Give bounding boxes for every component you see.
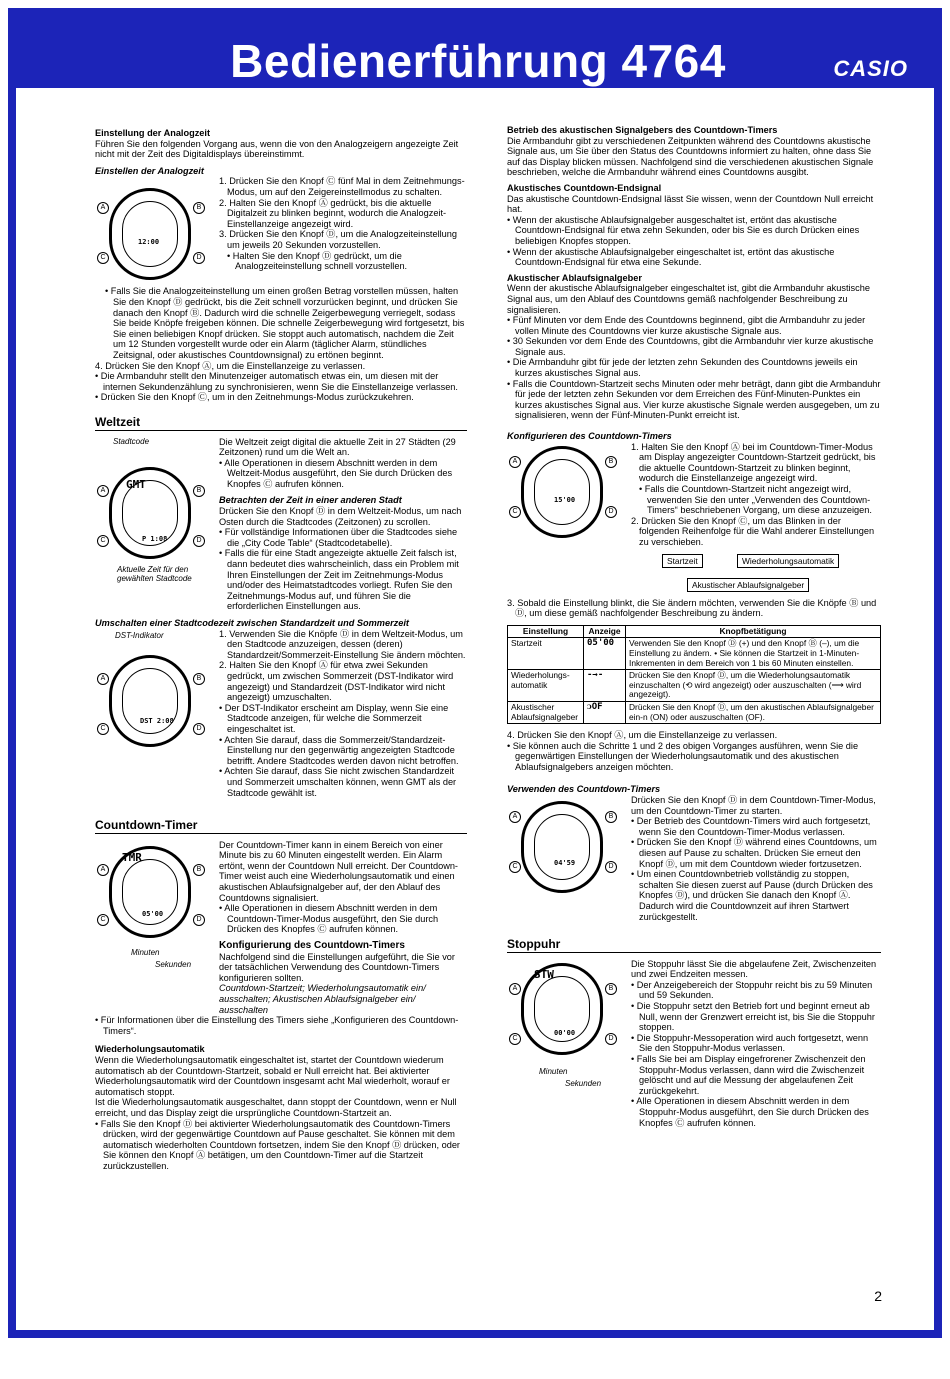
end-signal-heading: Akustisches Countdown-Endsignal — [507, 182, 662, 193]
repeat-heading: Wiederholungsautomatik — [95, 1044, 205, 1055]
world-time-heading: Weltzeit — [95, 417, 467, 431]
config-watch-figure — [507, 442, 625, 542]
button-a-label: A — [97, 864, 109, 876]
table-header-row — [508, 625, 881, 638]
dst-watch-figure — [95, 629, 213, 759]
city-code-caption: Stadtcode — [113, 436, 150, 446]
document-title: Bedienerführung 4764 — [230, 35, 726, 87]
seconds-caption: Sekunden — [155, 959, 192, 969]
config-step: 3. Sobald die Einstellung blinkt, die Sie ändern möchten, verwenden Sie die Knöpfe Ⓑ und Ⓓ, um diese gemäß nachfolgender Beschreibung zu ändern. — [507, 597, 877, 619]
right-column — [507, 120, 881, 1128]
dst-indicator-caption: DST-Indikator — [115, 630, 164, 640]
lcd-city: GMT — [126, 477, 146, 491]
use-figure-row — [507, 795, 881, 925]
button-c-label: C — [509, 1033, 521, 1045]
end-signal-text: Das akustische Countdown-Endsignal lässt Sie wissen, wenn der Countdown Null erreicht hat. — [507, 193, 874, 215]
timer-config-text: Nachfolgend sind die Einstellungen aufgeführt, die Sie vor der tatsächlichen Verwendung des Countdown-Timers konfigurieren sollten. — [219, 951, 455, 983]
world-paragraph: • Falls die für eine Stadt angezeigte aktuelle Zeit falsch ist, dann bedeutet dies wahrscheinlich, dass ein Problem mit Ihren Einstellungen der Zeit im Zeitnehmungs-Modus und/oder des Heimatstadtcodes vorliegt. Rufen Sie den Zeitnehmungs-Modus auf, und führen Sie die erforderlichen Einstellungen aus. — [219, 548, 459, 612]
table-header: Anzeige — [584, 625, 626, 638]
world-paragraph: Die Weltzeit zeigt digital die aktuelle Zeit in 27 Städten (29 Zeitzonen) rund um die Welt an. — [219, 436, 456, 458]
stopwatch-paragraph: • Der Anzeigebereich der Stoppuhr reicht bis zu 59 Minuten und 59 Sekunden. — [631, 979, 873, 1001]
button-a-label: A — [97, 485, 109, 497]
progress-text: • Die Armbanduhr gibt für jede der letzten zehn Sekunden des Countdowns jeweils ein kurzes akustisches Signal aus. — [507, 357, 858, 379]
table-cell: Wiederholungs-automatik — [508, 670, 584, 702]
stopwatch-paragraph: • Die Stoppuhr setzt den Betrieb fort und beginnt erneut ab Null, wenn der Grenzwert erreicht ist, bis Sie die Stoppuhr stoppen. — [631, 1001, 875, 1033]
timer-text — [219, 840, 467, 1016]
dst-paragraph: 1. Verwenden Sie die Knöpfe Ⓓ in dem Weltzeit-Modus, um den Stadtcode anzuzeigen, dessen (deren) Standardzeit/Sommerzeit-Einstellung Sie ändern möchten. — [219, 628, 466, 660]
repeat-paragraph: Ist die Wiederholungsautomatik ausgeschaltet, dann stoppt der Countdown, wenn er Null erreicht, und das Display zeigt die ursprüngliche Countdown-Startzeit an. — [95, 1097, 457, 1118]
button-d-label: D — [193, 723, 205, 735]
left-column — [95, 123, 467, 1172]
timer-config-heading: Konfigurierung des Countdown-Timers — [219, 940, 405, 952]
world-paragraph: • Alle Operationen in diesem Abschnitt werden in dem Weltzeit-Modus ausgeführt, den Sie durch Drücken des Knopfes Ⓒ aufrufen können. — [219, 457, 453, 489]
button-b-label: B — [605, 456, 617, 468]
use-paragraph: Drücken Sie den Knopf Ⓓ in dem Countdown-Timer-Modus, um den Countdown-Timer zu starten. — [631, 795, 876, 816]
analog-subheading: Einstellen der Analogzeit — [95, 165, 204, 176]
lcd-time: 05'00 — [142, 909, 164, 918]
analog-watch-figure — [95, 176, 213, 286]
config-after: 4. Drücken Sie den Knopf Ⓐ, um die Einstellanzeige zu verlassen. — [507, 730, 778, 741]
button-b-label: B — [605, 983, 617, 995]
config-step: • Falls die Countdown-Startzeit nicht angezeigt wird, verwenden Sie den unter „Verwenden des Countdown-Timers“ beschriebenen Vorgang, um diese anzuzeigen. — [639, 484, 872, 516]
dst-paragraph: 2. Halten Sie den Knopf Ⓐ für etwa zwei Sekunden gedrückt, um zwischen Sommerzeit (DST-Indikator wird angezeigt) und Standardzeit (DST-Indikator wird nicht angezeigt) umzuschalten. — [219, 660, 454, 703]
minutes-caption: Minuten — [539, 1066, 568, 1076]
button-a-label: A — [509, 811, 521, 823]
timer-figure-row — [95, 840, 467, 1016]
dst-subheading: Umschalten einer Stadtcodezeit zwischen Standardzeit und Sommerzeit — [95, 618, 409, 628]
button-c-label: C — [509, 861, 521, 873]
watch-icon — [521, 963, 603, 1055]
table-cell: Drücken Sie den Knopf Ⓓ, um den akustischen Ablaufsignalgeber ein-n (ON) oder auszuschalten (OF). — [626, 701, 881, 723]
lcd-mode: STW — [534, 967, 554, 981]
page-frame — [8, 8, 942, 1338]
table-cell: Startzeit — [508, 638, 584, 670]
analog-intro: Führen Sie den folgenden Vorgang aus, wenn die von den Analogzeigern angezeigte Zeit nicht mit der Zeit des Digitaldisplays übereinstimmt. — [95, 138, 459, 160]
button-b-label: B — [193, 202, 205, 214]
use-subheading: Verwenden des Countdown-Timers — [507, 784, 661, 795]
table-header: Einstellung — [508, 625, 584, 638]
dst-paragraph: • Der DST-Indikator erscheint am Display, wenn Sie eine Stadtcode anzeigen, für welche die Sommerzeit eingeschaltet ist. — [219, 702, 449, 734]
world-paragraph: • Für vollständige Informationen über die Stadtcodes siehe die „City Code Table“ (Stadtcodetabelle). — [219, 527, 458, 548]
config-subheading: Konfigurieren des Countdown-Timers — [507, 431, 672, 442]
current-time-caption: Aktuelle Zeit für den gewählten Stadtcode — [117, 564, 192, 583]
button-a-label: A — [509, 456, 521, 468]
timer-paragraph: Der Countdown-Timer kann in einem Bereich von einer Minute bis zu 60 Minuten eingestellt werden. Ein Alarm ertönt, wenn der Countdown Null erreicht. Der Countdown-Timer weist auch eine Wiederholungsautomatik und einen akustischen Ablaufsignalgeber auf, der den Ablauf des Countdowns signalisiert. — [219, 839, 458, 903]
lcd-dst: DST 2:08 — [140, 716, 174, 725]
analog-note: • Drücken Sie den Knopf Ⓒ, um in den Zeitnehmungs-Modus zurückzukehren. — [95, 392, 414, 403]
button-c-label: C — [97, 252, 109, 264]
repeat-paragraph: • Falls Sie den Knopf Ⓓ bei aktivierter Wiederholungsautomatik des Countdown-Timers drücken, wird der gegenwärtige Countdown auf Pause geschaltet. Sie können mit dem automatisch wiederholten Countdown fortsetzen, indem Sie den Knopf Ⓓ drücken, oder Sie können den Knopf Ⓐ betätigen, um den Countdown-Timer auf die Startzeit zurückzustellen. — [95, 1118, 460, 1171]
lcd-time: 15'00 — [554, 495, 576, 504]
button-c-label: C — [509, 506, 521, 518]
watch-icon — [109, 467, 191, 559]
use-watch-figure — [507, 795, 625, 925]
lcd-time: 04'59 — [554, 859, 576, 868]
repeat-paragraph: Wenn die Wiederholungsautomatik eingeschaltet ist, startet der Countdown wiederum automatisch ab der Countdown-Startzeit, sobald er Null erreicht hat. Bei aktivierter Wiederholungsautomatik wird der Countdown insgesamt acht Mal wiederholt, worauf er automatisch stoppt. — [95, 1054, 450, 1097]
use-paragraph: • Der Betrieb des Countdown-Timers wird auch fortgesetzt, wenn Sie den Countdown-Timer-Modus verlassen. — [631, 816, 871, 837]
stopwatch-heading: Stoppuhr — [507, 939, 881, 953]
config-step: 2. Drücken Sie den Knopf Ⓒ, um das Blinken in der folgenden Reihenfolge für die Wahl anderer Einstellungen zu verschieben. — [631, 515, 875, 547]
watch-icon — [109, 846, 191, 938]
lcd-mode: TMR — [122, 850, 142, 864]
world-paragraph: Drücken Sie den Knopf Ⓓ in dem Weltzeit-Modus, um nach Osten durch die Stadtcodes (Zeitzonen) zu scrollen. — [219, 506, 462, 527]
button-b-label: B — [193, 673, 205, 685]
button-a-label: A — [97, 673, 109, 685]
progress-text: • Falls die Countdown-Startzeit sechs Minuten oder mehr beträgt, dann gibt die Armbanduhr für jede der letzten zehn Sekunden vor dem Erreichen des Fünf-Minuten-Punktes ein kurzes akustisches Signal aus. Vier kurze akustische Signale werden ausgegeben, um zu signalisieren, wenn der Fünf-Minuten-Punkt erreicht ist. — [507, 378, 881, 421]
button-b-label: B — [605, 811, 617, 823]
table-row — [508, 638, 881, 670]
progress-text: • 30 Sekunden vor dem Ende des Countdowns, gibt die Armbanduhr vier kurze akustische Signale aus. — [507, 336, 874, 357]
button-d-label: D — [193, 914, 205, 926]
flow-auto-repeat: Wiederholungsautomatik — [737, 554, 839, 569]
table-header: Knopfbetätigung — [626, 625, 881, 638]
watch-icon — [521, 801, 603, 893]
watch-icon — [109, 655, 191, 747]
config-step: 1. Halten Sie den Knopf Ⓐ bei im Countdown-Timer-Modus am Display angezeigter Countdown-Startzeit gedrückt, bis die aktuelle Countdown-Startzeit zu blinken beginnt, wodurch die Einstellanzeige angezeigt wird. — [631, 441, 876, 484]
dst-paragraph: • Achten Sie darauf, dass die Sommerzeit/Standardzeit-Einstellung nur den gegenwärtig angezeigten Stadtcode betrifft. Andere Stadtcodes werden davon nicht betroffen. — [219, 734, 459, 766]
analog-step: 2. Halten Sie den Knopf Ⓐ gedrückt, bis die aktuelle Digitalzeit zu blinken beginnt, wodurch die Analogzeit-Einstellanzeige angezeigt wird. — [219, 197, 447, 229]
analog-heading: Einstellung der Analogzeit — [95, 128, 211, 138]
button-b-label: B — [193, 485, 205, 497]
stopwatch-figure-row — [507, 959, 881, 1129]
dst-figure-row — [95, 629, 467, 799]
table-cell: Verwenden Sie den Knopf Ⓓ (+) und den Knopf Ⓑ (–), um die Einstellung zu ändern. • Sie können die Startzeit in 1-Minuten-Inkrementen in dem Bereich von 1 bis 60 Minuten einstellen. — [626, 638, 881, 670]
button-d-label: D — [605, 1033, 617, 1045]
stopwatch-paragraph: • Die Stoppuhr-Messoperation wird auch fortgesetzt, wenn Sie den Stoppuhr-Modus verlassen. — [631, 1032, 869, 1054]
page-number: 2 — [874, 1288, 882, 1304]
signal-text: Die Armbanduhr gibt zu verschiedenen Zeitpunkten während des Countdowns akustische Signale aus, um Sie über den Status des Countdowns informiert zu halten, ohne dass Sie auf das Display blicken müssen. Nachfolgend sind die verschiedenen akustischen Signale beschrieben, welche die Armbanduhr während eines Countdowns ausgibt. — [507, 135, 874, 178]
minutes-caption: Minuten — [131, 947, 160, 957]
button-b-label: B — [193, 864, 205, 876]
dst-paragraph: • Achten Sie darauf, dass Sie nicht zwischen Standardzeit und Sommerzeit umschalten können, wenn GMT als der Stadtcode gewählt ist. — [219, 766, 457, 798]
stopwatch-watch-figure — [507, 959, 625, 1099]
table-cell: ᴐOF — [584, 701, 626, 723]
dst-text — [219, 629, 467, 799]
use-text — [631, 795, 881, 925]
button-c-label: C — [97, 535, 109, 547]
stopwatch-text — [631, 959, 881, 1129]
analog-step: • Halten Sie den Knopf Ⓓ gedrückt, um die Analogzeiteinstellung schnell vorzustellen. — [227, 250, 408, 272]
config-figure-row — [507, 442, 881, 548]
watch-icon: 12:00 — [109, 188, 191, 280]
seconds-caption: Sekunden — [565, 1078, 602, 1088]
settings-flow — [507, 552, 881, 598]
lcd-time: 00'00 — [554, 1028, 576, 1037]
stopwatch-paragraph: • Falls Sie bei am Display eingefrorener Zwischenzeit den Stoppuhr-Modus verlassen, dann wird die Zwischenzeit gelöscht und auf die Messung der abgelaufenen Zeit zurückgekehrt. — [631, 1054, 866, 1096]
analog-figure-row — [95, 176, 467, 286]
button-d-label: D — [193, 535, 205, 547]
button-d-label: D — [605, 861, 617, 873]
analog-step: 3. Drücken Sie den Knopf Ⓓ, um die Analogzeiteinstellung um jeweils 20 Sekunden vorzustellen. — [219, 229, 457, 250]
world-text — [219, 437, 467, 613]
analog-note: • Die Armbanduhr stellt den Minutenzeiger automatisch etwas ein, um diesen mit der internen Sekundenzählung zu synchronisieren, wenn Sie die Einstellanzeige verlassen. — [95, 371, 458, 392]
timer-watch-figure — [95, 840, 213, 976]
config-text — [631, 442, 881, 548]
table-cell: 05'00 — [584, 638, 626, 670]
button-d-label: D — [605, 506, 617, 518]
world-figure-row — [95, 437, 467, 613]
use-paragraph: • Drücken Sie den Knopf Ⓓ während eines Countdowns, um diesen auf Pause zu schalten. Drücken Sie erneut den Knopf Ⓓ, um mit dem Countdown wieder fortzusetzen. — [631, 837, 877, 869]
stopwatch-paragraph: • Alle Operationen in diesem Abschnitt werden in dem Stoppuhr-Modus ausgeführt, den Sie durch Drücken des Knopfes Ⓒ aufrufen können. — [631, 1096, 869, 1128]
config-after: • Sie können auch die Schritte 1 und 2 des obigen Vorganges ausführen, wenn Sie die gegenwärtigen Einstellungen der Wiederholungsautomatik und des akustischen Ablaufsignalgebers anzeigen möchten. — [507, 740, 859, 772]
table-row — [508, 670, 881, 702]
world-watch-figure — [95, 437, 213, 587]
world-subheading: Betrachten der Zeit in einer anderen Stadt — [219, 495, 402, 506]
signal-heading: Betrieb des akustischen Signalgebers des Countdown-Timers — [507, 125, 778, 135]
flow-progress-beeper: Akustischer Ablaufsignalgeber — [687, 578, 809, 593]
lcd-time: P 1:08 — [142, 534, 168, 543]
countdown-timer-heading: Countdown-Timer — [95, 820, 467, 834]
timer-paragraph: • Alle Operationen in diesem Abschnitt werden in dem Countdown-Timer-Modus ausgeführt, den Sie durch Drücken des Knopfes Ⓒ aufrufen können. — [219, 903, 439, 935]
button-a-label: A — [97, 202, 109, 214]
watch-icon — [521, 446, 603, 538]
settings-table — [507, 625, 881, 724]
button-c-label: C — [97, 914, 109, 926]
end-signal-text: • Wenn der akustische Ablaufsignalgeber ausgeschaltet ist, ertönt das akustische Countdown-Endsignal für etwa zehn Sekunden, oder bis Sie es durch Drücken eines beliebigen Knopfes stoppen. — [507, 214, 860, 246]
end-signal-text: • Wenn der akustische Ablaufsignalgeber eingeschaltet ist, ertönt das akustische Countdown-Endsignal für etwa eine Sekunde. — [507, 246, 835, 268]
table-cell: Akustischer Ablaufsignalgeber — [508, 701, 584, 723]
timer-config-list: Countdown-Startzeit; Wiederholungsautomatik ein/ ausschalten; Akustischen Ablaufsignalgeber ein/ ausschalten — [219, 983, 426, 1015]
brand-logo: CASIO — [833, 56, 908, 81]
timer-config-note: • Für Informationen über die Einstellung des Timers siehe „Konfigurieren des Countdown-Timers“. — [95, 1015, 459, 1036]
table-cell: -→- — [584, 670, 626, 702]
page-body — [16, 88, 934, 1330]
analog-note: • Falls Sie die Analogzeiteinstellung um einen großen Betrag vorstellen müssen, halten Sie den Knopf Ⓓ gedrückt, bis die Zeit schnell vorzurücken beginnt, und drücken Sie danach den Knopf Ⓑ. Dadurch wird die schnelle Zeigerbewegung verriegelt, sodass Sie beide Knöpfe freigeben können. Die schnelle Zeigerbewegung wird fortgesetzt, bis Sie einen beliebigen Knopf drücken. Sie stoppt auch automatisch, nachdem die Zeit um 12 Stunden vorgestellt wurde oder ein Alarm (täglicher Alarm, stündliches Zeitsignal, oder akustisches Countdownsignal) zu ertönen beginnt. — [105, 286, 465, 360]
use-paragraph: • Um einen Countdownbetrieb vollständig zu stoppen, schalten Sie diesen zuerst auf Pause (durch Drücken des Knopfes Ⓓ), und drücken Sie danach den Knopf Ⓐ. Dadurch wird die Countdownzeit auf ihren Startwert zurückgestellt. — [631, 869, 873, 922]
button-d-label: D — [193, 252, 205, 264]
button-c-label: C — [97, 723, 109, 735]
analog-note: 4. Drücken Sie den Knopf Ⓐ, um die Einstellanzeige zu verlassen. — [95, 360, 366, 371]
progress-text: Wenn der akustische Ablaufsignalgeber eingeschaltet ist, gibt die Armbanduhr akustische Signal aus, um den Ablauf des Countdowns gemäß nachfolgender Beschreibung zu signalisieren. — [507, 283, 870, 315]
table-cell: Drücken Sie den Knopf Ⓓ, um die Wiederholungsautomatik einzuschalten (⟲ wird angezeigt) oder auszuschalten (⟶ wird angezeigt). — [626, 670, 881, 702]
stopwatch-paragraph: Die Stoppuhr lässt Sie die abgelaufene Zeit, Zwischenzeiten und zwei Endzeiten messen. — [631, 958, 877, 980]
analog-steps — [219, 176, 467, 286]
flow-start-time: Startzeit — [662, 554, 703, 569]
progress-text: • Fünf Minuten vor dem Ende des Countdowns beginnend, gibt die Armbanduhr zu jeder vollen Minute des Countdowns vier kurze akustische Signale aus. — [507, 315, 866, 336]
analog-step: 1. Drücken Sie den Knopf Ⓒ fünf Mal in dem Zeitnehmungs-Modus, um auf den Zeigereinstellmodus zu schalten. — [219, 176, 465, 197]
button-a-label: A — [509, 983, 521, 995]
table-row — [508, 701, 881, 723]
progress-signal-heading: Akustischer Ablaufsignalgeber — [507, 272, 642, 283]
